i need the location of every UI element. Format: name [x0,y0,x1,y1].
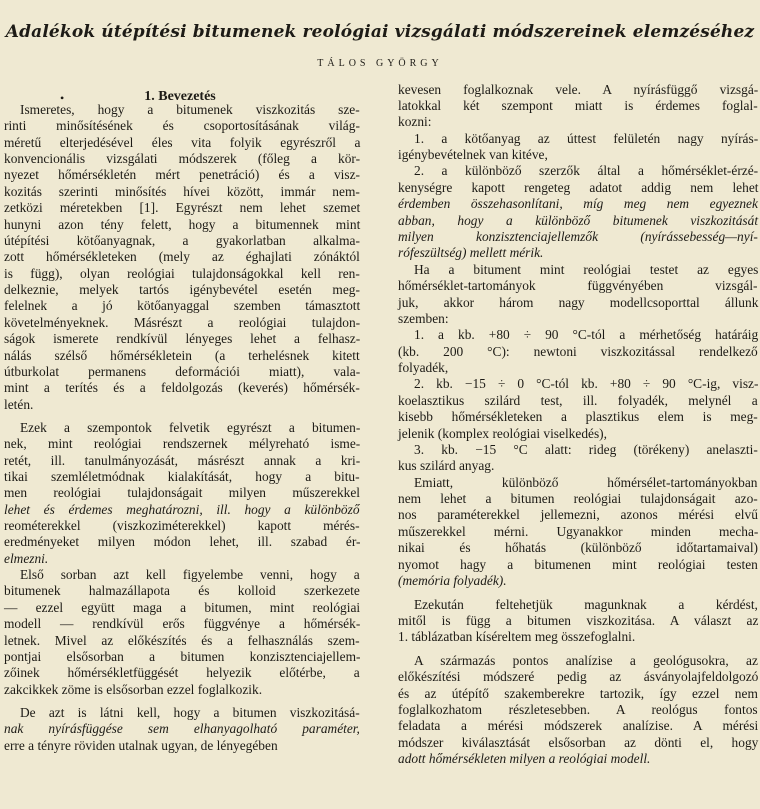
text-line: modell — rendkívül erős függvénye a hőmérsék- [4,616,361,631]
text-line: rinti minősítésének és csoportosításának világ- [4,118,360,133]
text-line: kozitás szerinti minősítés hívei között, immár nem- [4,184,360,199]
text-line: nak nyírásfüggése sem elhanyagolható paraméter, [4,721,360,736]
text-line: pontjai elsősorban a bitumen konzisztenciajellem- [4,649,361,664]
text-line: nálás szélső hőmérsékletein (a terhelésnek kitett [4,348,360,363]
text-line: De azt is látni kell, hogy a bitumen viszkozitásá- [20,705,360,720]
text-line: abban, hogy a különböző bitumenek viszkozitását [398,213,759,228]
text-line: nek, mint reológiai rendszernek mélyreható isme- [4,436,361,451]
text-line: jelenik (komplex reológiai viselkedés), [398,426,607,441]
text-line: feladata a mérési módszerek analízise. A mérési [398,718,759,733]
text-line: kenységre kapott rengeteg adatot addig nem lehet [398,180,759,195]
text-line: reométerekkel (viszkoziméterekkel) kapott mérés- [4,518,360,533]
text-line: retét, ill. tanulmányozását, másrészt annak a kri- [4,453,361,468]
text-line: műszerekkel mérni. Ugyanakkor minden mecha- [398,524,759,539]
text-line: milyen konzisztenciajellemzők (nyírássebesség—nyí- [398,229,758,244]
text-line: — ezzel együtt maga a bitumen, mint reológiai [4,600,361,615]
text-line: nikai és hőhatás (különböző időtartamaival) [398,540,759,555]
text-line: (memória folyadék). [398,573,507,588]
text-line: nyomot hagy a bitumenen mint reológiai testen [398,557,758,572]
text-line: Ezek a szempontok felvetik egyrészt a bitumen- [20,420,361,435]
text-line: lehet és érdemes meghatározni, ill. hogy a különböző [4,502,360,517]
text-line: igénybevételnek van kitéve, [398,147,548,162]
text-line: Ismeretes, hogy a bitumenek viszkozitás sze- [20,102,360,117]
text-line: és az útépítő szakemberekre tartozik, így ezzel nem [398,686,758,701]
author-name: TÁLOS GYÖRGY [317,58,443,69]
text-line: eredményeket milyen módon lehet, ill. szabad ér- [4,534,361,549]
text-line: 1. a kötőanyag az úttest felületén nagy nyírás- [414,131,759,146]
text-line: rófeszültség) mellett mérik. [398,245,544,260]
text-line: kozni: [398,114,432,129]
text-line: folyadék, [398,360,449,375]
text-line: men reológiai tulajdonságait milyen műszerekkel [4,485,361,500]
text-line: felelnek a jó kötőanyaggal szemben támasztott [4,298,361,313]
text-line: koelasztikus szilárd test, ill. folyadék, melynél a [398,393,758,408]
text-line: mint a terítés és a feldolgozás (keverés) hőmérsék- [4,380,360,395]
text-line: delkeznie, melyek tartós igénybevétel esetén meg- [4,282,360,297]
text-line: nem lehet a bitumen reológiai tulajdonságait azo- [398,491,758,506]
text-line: zőinek hőmérsékletfüggését helyezik előtérbe, a [4,665,360,680]
text-line: nyezet hőmérsékletén mért penetráció) és a visz- [4,167,360,182]
text-line: juk, akkor három nagy modellcsoporttal állunk [398,295,759,310]
text-line: kisebb hőmérsékleteken a plasztikus elem is meg- [398,409,758,424]
text-line: útburkolat permanens deformációi miatt), vala- [4,364,361,379]
text-line: méretű elterjedésével éles vita folyik egyrészről a [4,135,361,150]
text-line: hőmérséklet-tartományok függvényében vizsgál- [398,278,758,293]
text-line: 2. kb. −15 ÷ 0 °C-tól kb. +80 ÷ 90 °C-ig, visz- [414,376,759,391]
text-line: követelményeknek. Másrészt a reológiai tulajdon- [4,315,361,330]
text-line: latokkal két szempont miatt is érdemes foglal- [398,98,758,113]
text-line: (kb. 200 °C): newtoni viszkozitással rendelkező [398,344,758,359]
text-line: zetközi méretekben [1]. Egyrészt nem lehet szemet [4,200,361,215]
text-line: 1. táblázatban kíséreltem meg összefoglalni. [398,629,636,644]
section-heading: 1. Bevezetés [144,89,216,104]
text-line: Ha a bitument mint reológiai testet az egyes [414,262,759,277]
text-line: előkészítési módszeré pedig az ásványolajfeldolgozó [398,669,759,684]
text-line: konvencionális vizsgálati módszerek (főleg a kör- [4,151,361,166]
text-line: szemben: [398,311,449,326]
text-line: mitől is függ a bitumen viszkozitása. A választ az [398,613,759,628]
text-line: kevesen foglalkoznak vele. A nyírásfüggő vizsgá- [398,82,759,97]
text-line: adott hőmérsékleten milyen a reológiai modell. [398,751,651,766]
text-line: A származás pontos analízise a geológusokra, az [414,653,758,668]
text-line: is függ), olyan reológiai tulajdonságokkal kell ren- [4,266,360,281]
text-line: letén. [4,397,34,412]
text-line: 2. a különböző szerzők által a hőmérséklet-érzé- [414,163,759,178]
text-line: tikai szemléletmódnak kialakítását, hogy a bitu- [4,469,360,484]
text-line: nos paraméterekkel jellemezni, azonos mérési elvű [398,507,758,522]
text-line: Első sorban azt kell figyelembe venni, hogy a [20,567,360,582]
text-line: letnek. Mivel az előkészítés és a felhasználás szem- [4,633,360,648]
article-title: Adalékok útépítési bitumenek reológiai vizsgálati módszereinek elemzéséhez [5,22,755,42]
text-line: erre a tényre röviden utalnak ugyan, de lényegében [4,738,278,753]
text-line: ságok ismerete rendkívül lényeges lehet a felhasz- [4,331,361,346]
text-line: bitumenek halmazállapota és kolloid szerkezete [4,583,360,598]
text-line: útépítési kötőanyagnak, a gyakorlatban alkalma- [4,233,360,248]
text-line: érdemben összehasonlítani, míg meg nem egyeznek [398,196,758,211]
text-line: Ezekután feltehetjük magunknak a kérdést, [414,597,758,612]
text-line: hunyni azon tény felett, hogy a bitumennek mint [4,217,361,232]
text-line: 1. a kb. +80 ÷ 90 °C-tól a mérhetőség határáig [414,327,759,342]
text-line: zott hőmérsékleteken (mely az éghajlati zónáktól [4,249,360,264]
text-line: Emiatt, különböző hőmérsélet-tartományokban [414,475,758,490]
text-line: módszer kiválasztását elsősorban az dönti el, hogy [398,735,759,750]
text-line: elmezni. [4,551,49,566]
text-line: 3. kb. −15 °C alatt: rideg (törékeny) anelaszti- [414,442,758,457]
section-bullet: • [60,91,65,105]
text-line: foglalkozhatom részletesebben. A reológus fontos [398,702,758,717]
text-line: zakcikkek zöme is elsősorban ezzel foglalkozik. [4,682,263,697]
text-line: kus szilárd anyag. [398,458,495,473]
